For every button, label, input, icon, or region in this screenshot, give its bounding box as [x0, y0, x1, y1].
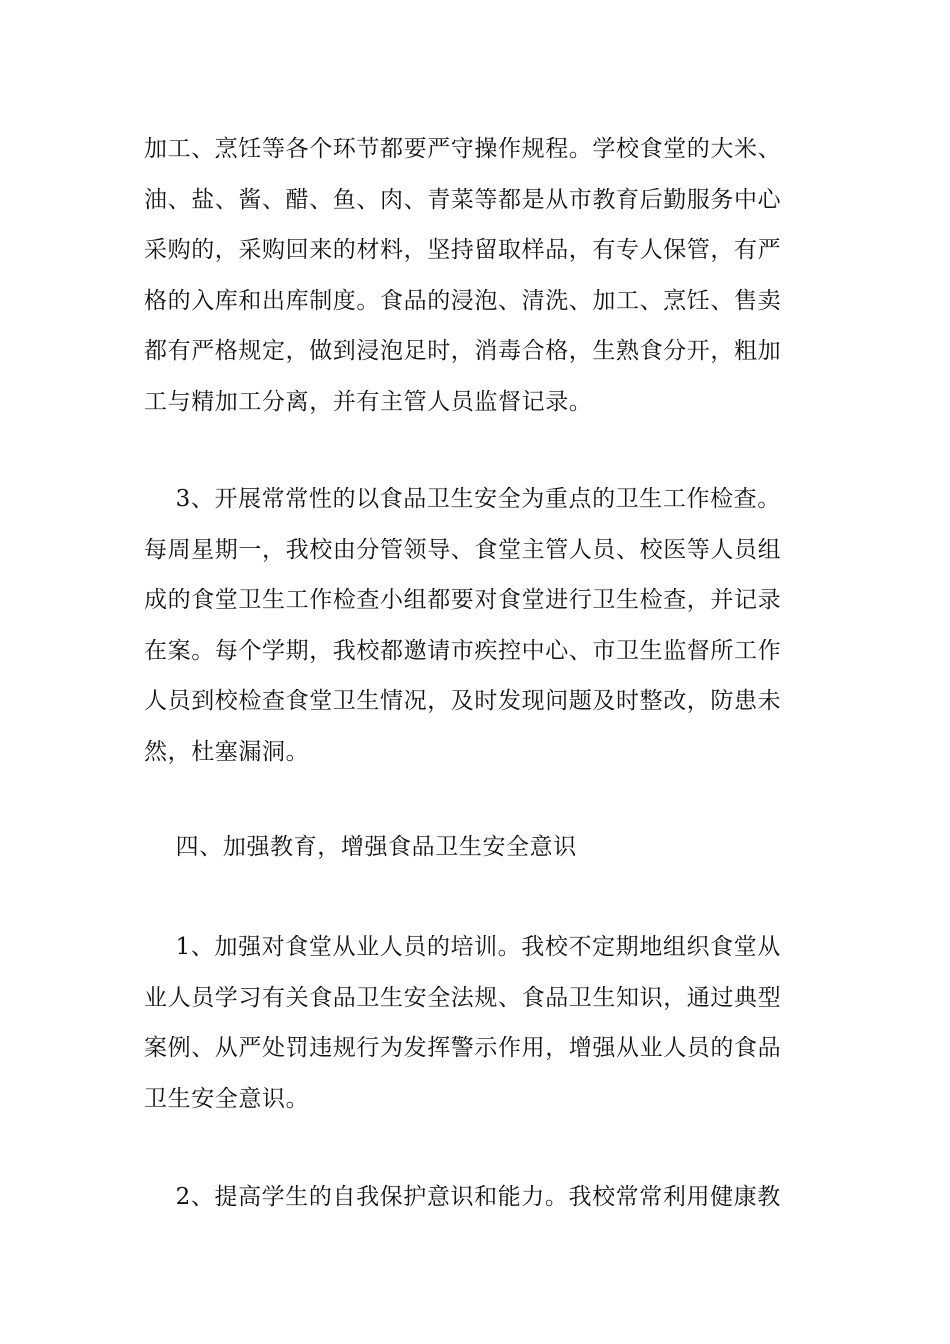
- text-line: 1、加强对食堂从业人员的培训。我校不定期地组织食堂从: [144, 934, 781, 960]
- text-line: 卫生安全意识。: [144, 1085, 310, 1112]
- text-line: 3、开展常常性的以食品卫生安全为重点的卫生工作检查。: [144, 486, 781, 512]
- paragraph-hygiene-inspection: [144, 474, 810, 777]
- text-line: 人员到校检查食堂卫生情况，及时发现问题及时整改，防患未: [144, 688, 782, 714]
- text-line: 成的食堂卫生工作检查小组都要对食堂进行卫生检查，并记录: [144, 587, 782, 613]
- text-line: 案例、从严处罚违规行为发挥警示作用，增强从业人员的食品: [144, 1035, 782, 1061]
- text-line: 四、加强教育，增强食品卫生安全意识: [144, 834, 577, 860]
- section-heading: [144, 822, 810, 873]
- paragraph-staff-training: [144, 922, 810, 1124]
- text-line: 格的入库和出库制度。食品的浸泡、清洗、加工、烹饪、售卖: [144, 287, 782, 314]
- text-line: 2、提高学生的自我保护意识和能力。我校常常利用健康教: [144, 1184, 781, 1210]
- text-line: 每周星期一，我校由分管领导、食堂主管人员、校医等人员组: [144, 536, 782, 563]
- text-line: 加工、烹饪等各个环节都要严守操作规程。学校食堂的大米、: [144, 136, 782, 162]
- text-line: 都有严格规定，做到浸泡足时，消毒合格，生熟食分开，粗加: [144, 338, 782, 364]
- text-line: 采购的，采购回来的材料，坚持留取样品，有专人保管，有严: [144, 237, 782, 263]
- text-line: 油、盐、酱、醋、鱼、肉、青菜等都是从市教育后勤服务中心: [144, 186, 782, 213]
- text-line: 业人员学习有关食品卫生安全法规、食品卫生知识，通过典型: [144, 984, 782, 1011]
- paragraph-canteen-procedures: [144, 124, 810, 427]
- text-line: 工与精加工分离，并有主管人员监督记录。: [144, 388, 593, 415]
- text-line: 在案。每个学期，我校都邀请市疾控中心、市卫生监督所工作: [144, 637, 782, 664]
- text-line: 然，杜塞漏洞。: [144, 738, 310, 765]
- paragraph-student-awareness: [144, 1172, 810, 1223]
